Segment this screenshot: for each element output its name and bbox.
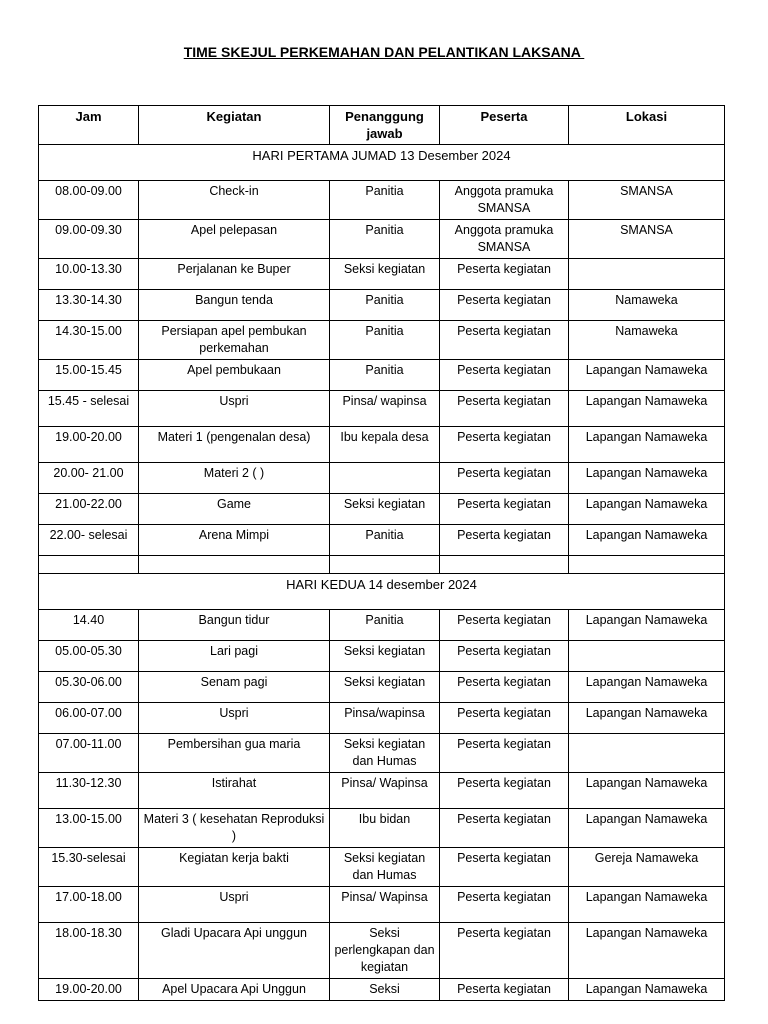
cell-jam: 15.00-15.45 [39,360,139,391]
cell-peserta: Peserta kegiatan [440,773,569,809]
cell-lokasi [569,641,725,672]
cell-peserta: Anggota pramuka SMANSA [440,220,569,259]
cell-kegiatan: Perjalanan ke Buper [139,259,330,290]
cell-jam: 07.00-11.00 [39,734,139,773]
table-row [39,848,725,887]
cell-peserta [440,556,569,574]
cell-penanggung-jawab: Seksi kegiatan [330,641,440,672]
cell-lokasi: Lapangan Namaweka [569,887,725,923]
cell-penanggung-jawab: Seksi kegiatan [330,494,440,525]
cell-peserta: Peserta kegiatan [440,923,569,979]
cell-kegiatan: Materi 1 (pengenalan desa) [139,427,330,463]
cell-lokasi: Lapangan Namaweka [569,525,725,556]
header-jam: Jam [39,106,139,145]
schedule-body [39,145,725,1001]
cell-jam [39,556,139,574]
cell-penanggung-jawab: Panitia [330,181,440,220]
header-penanggung-jawab: Penanggung jawab [330,106,440,145]
cell-lokasi: Lapangan Namaweka [569,979,725,1001]
cell-kegiatan: Apel pembukaan [139,360,330,391]
cell-penanggung-jawab: Panitia [330,525,440,556]
cell-peserta: Peserta kegiatan [440,525,569,556]
cell-kegiatan: Senam pagi [139,672,330,703]
cell-lokasi: Lapangan Namaweka [569,360,725,391]
header-peserta: Peserta [440,106,569,145]
cell-kegiatan: Uspri [139,887,330,923]
cell-peserta: Peserta kegiatan [440,734,569,773]
cell-peserta: Peserta kegiatan [440,391,569,427]
cell-jam: 21.00-22.00 [39,494,139,525]
cell-penanggung-jawab: Pinsa/wapinsa [330,703,440,734]
cell-lokasi: Lapangan Namaweka [569,391,725,427]
table-row [39,610,725,641]
cell-peserta: Peserta kegiatan [440,259,569,290]
cell-kegiatan: Bangun tenda [139,290,330,321]
cell-lokasi: Lapangan Namaweka [569,494,725,525]
cell-jam: 14.30-15.00 [39,321,139,360]
cell-kegiatan: Bangun tidur [139,610,330,641]
cell-peserta: Peserta kegiatan [440,427,569,463]
cell-jam: 11.30-12.30 [39,773,139,809]
cell-jam: 22.00- selesai [39,525,139,556]
cell-jam: 06.00-07.00 [39,703,139,734]
cell-peserta: Peserta kegiatan [440,321,569,360]
cell-penanggung-jawab: Seksi kegiatan [330,672,440,703]
table-row [39,427,725,463]
cell-penanggung-jawab: Seksi kegiatan [330,259,440,290]
cell-lokasi: Lapangan Namaweka [569,923,725,979]
cell-penanggung-jawab: Pinsa/ wapinsa [330,391,440,427]
cell-lokasi: Lapangan Namaweka [569,610,725,641]
cell-jam: 20.00- 21.00 [39,463,139,494]
cell-peserta: Peserta kegiatan [440,672,569,703]
table-row [39,773,725,809]
table-row [39,809,725,848]
cell-kegiatan: Materi 3 ( kesehatan Reproduksi ) [139,809,330,848]
cell-kegiatan: Lari pagi [139,641,330,672]
cell-penanggung-jawab: Seksi [330,979,440,1001]
table-row [39,391,725,427]
cell-lokasi: SMANSA [569,181,725,220]
cell-peserta: Peserta kegiatan [440,979,569,1001]
header-kegiatan: Kegiatan [139,106,330,145]
cell-kegiatan: Persiapan apel pembukan perkemahan [139,321,330,360]
cell-lokasi [569,734,725,773]
cell-peserta: Peserta kegiatan [440,463,569,494]
table-row [39,672,725,703]
cell-penanggung-jawab [330,463,440,494]
cell-kegiatan [139,556,330,574]
cell-lokasi: Namaweka [569,290,725,321]
cell-jam: 10.00-13.30 [39,259,139,290]
cell-peserta: Peserta kegiatan [440,360,569,391]
cell-lokasi: Lapangan Namaweka [569,672,725,703]
cell-jam: 13.30-14.30 [39,290,139,321]
header-row [39,106,725,145]
day-header-row [39,574,725,610]
table-row [39,181,725,220]
cell-penanggung-jawab: Pinsa/ Wapinsa [330,773,440,809]
cell-kegiatan: Uspri [139,391,330,427]
schedule-table [38,105,725,1001]
document-title: TIME SKEJUL PERKEMAHAN DAN PELANTIKAN LAKSANA [183,44,585,60]
cell-kegiatan: Apel pelepasan [139,220,330,259]
cell-kegiatan: Gladi Upacara Api unggun [139,923,330,979]
table-row [39,734,725,773]
cell-kegiatan: Pembersihan gua maria [139,734,330,773]
cell-lokasi: Lapangan Namaweka [569,463,725,494]
day2-heading: HARI KEDUA 14 desember 2024 [39,574,725,610]
table-row [39,641,725,672]
cell-penanggung-jawab: Panitia [330,290,440,321]
cell-jam: 13.00-15.00 [39,809,139,848]
cell-penanggung-jawab: Ibu bidan [330,809,440,848]
cell-kegiatan: Uspri [139,703,330,734]
cell-kegiatan: Arena Mimpi [139,525,330,556]
cell-lokasi: Lapangan Namaweka [569,809,725,848]
day1-heading: HARI PERTAMA JUMAD 13 Desember 2024 [39,145,725,181]
table-row [39,494,725,525]
cell-jam: 19.00-20.00 [39,979,139,1001]
cell-penanggung-jawab: Panitia [330,360,440,391]
cell-jam: 15.30-selesai [39,848,139,887]
cell-peserta: Peserta kegiatan [440,887,569,923]
cell-kegiatan: Game [139,494,330,525]
cell-peserta: Peserta kegiatan [440,641,569,672]
cell-penanggung-jawab: Ibu kepala desa [330,427,440,463]
cell-jam: 15.45 - selesai [39,391,139,427]
cell-peserta: Peserta kegiatan [440,848,569,887]
table-row [39,979,725,1001]
cell-jam: 05.00-05.30 [39,641,139,672]
cell-lokasi: Lapangan Namaweka [569,773,725,809]
cell-penanggung-jawab: Panitia [330,220,440,259]
table-row [39,887,725,923]
cell-lokasi [569,556,725,574]
cell-peserta: Peserta kegiatan [440,494,569,525]
cell-lokasi: Lapangan Namaweka [569,427,725,463]
header-lokasi: Lokasi [569,106,725,145]
cell-jam: 08.00-09.00 [39,181,139,220]
cell-peserta: Peserta kegiatan [440,703,569,734]
table-row [39,463,725,494]
cell-penanggung-jawab: Pinsa/ Wapinsa [330,887,440,923]
table-row [39,525,725,556]
cell-lokasi: Namaweka [569,321,725,360]
cell-kegiatan: Kegiatan kerja bakti [139,848,330,887]
cell-lokasi: SMANSA [569,220,725,259]
cell-peserta: Anggota pramuka SMANSA [440,181,569,220]
cell-penanggung-jawab: Seksi kegiatan dan Humas [330,734,440,773]
table-row [39,360,725,391]
cell-kegiatan: Apel Upacara Api Unggun [139,979,330,1001]
cell-lokasi: Gereja Namaweka [569,848,725,887]
cell-jam: 05.30-06.00 [39,672,139,703]
cell-peserta: Peserta kegiatan [440,809,569,848]
cell-peserta: Peserta kegiatan [440,610,569,641]
table-row [39,556,725,574]
table-row [39,703,725,734]
cell-jam: 09.00-09.30 [39,220,139,259]
table-row [39,923,725,979]
cell-kegiatan: Materi 2 ( ) [139,463,330,494]
cell-kegiatan: Check-in [139,181,330,220]
table-row [39,259,725,290]
cell-jam: 19.00-20.00 [39,427,139,463]
cell-penanggung-jawab: Seksi kegiatan dan Humas [330,848,440,887]
cell-lokasi: Lapangan Namaweka [569,703,725,734]
cell-jam: 17.00-18.00 [39,887,139,923]
cell-penanggung-jawab [330,556,440,574]
cell-penanggung-jawab: Seksi perlengkapan dan kegiatan [330,923,440,979]
cell-lokasi [569,259,725,290]
day-header-row [39,145,725,181]
cell-kegiatan: Istirahat [139,773,330,809]
cell-penanggung-jawab: Panitia [330,321,440,360]
cell-peserta: Peserta kegiatan [440,290,569,321]
table-row [39,290,725,321]
cell-jam: 18.00-18.30 [39,923,139,979]
table-row [39,220,725,259]
cell-jam: 14.40 [39,610,139,641]
table-row [39,321,725,360]
cell-penanggung-jawab: Panitia [330,610,440,641]
